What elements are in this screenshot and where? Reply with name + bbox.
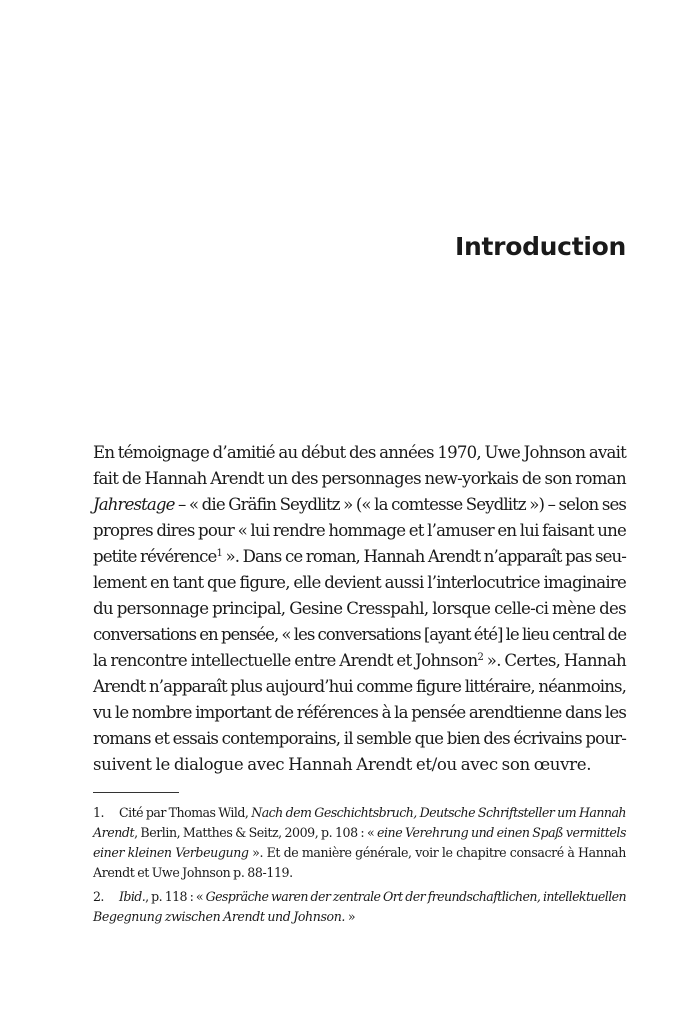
footnote-italic: Arendt [93, 825, 135, 840]
body-line-11: vu le nombre important de références à la pensée arendtienne dans les [93, 703, 626, 722]
footnote-italic: einer kleinen Verbeugung [93, 845, 249, 860]
chapter-title: Introduction [455, 232, 626, 261]
footnote-italic: Begegnung zwischen Arendt und Johnson. [93, 909, 346, 924]
footnote-text: » [345, 909, 356, 924]
footnote-number: 1. [93, 805, 104, 820]
footnote-text: , p. 118 : « [145, 889, 206, 904]
footnote-2-line-1 [93, 887, 626, 907]
body-text: ». Dans ce roman, Hannah Arendt n’apparaît pas seu- [221, 547, 626, 566]
body-line-10: Arendt n’apparaît plus aujourd’hui comme figure littéraire, néanmoins, [93, 677, 626, 696]
body-line-7: du personnage principal, Gesine Cresspahl, lorsque celle-ci mène des [93, 599, 626, 618]
footnote-italic: Ibid. [119, 889, 146, 904]
body-line-8: conversations en pensée, « les conversations [ayant été] le lieu central de [93, 625, 626, 644]
footnote-1-line-2 [93, 823, 626, 843]
footnote-number: 2. [93, 889, 104, 904]
novel-title: Jahrestage [93, 495, 175, 514]
body-line-13: suivent le dialogue avec Hannah Arendt et/ou avec son œuvre. [93, 755, 592, 774]
body-line-4: propres dires pour « lui rendre hommage et l’amuser en lui faisant une [93, 521, 626, 540]
body-line-9 [93, 648, 626, 674]
body-line-3 [93, 492, 626, 518]
footnote-1-line-3 [93, 843, 626, 863]
footnote-ref-2: 2 [477, 652, 484, 663]
body-line-2: fait de Hannah Arendt un des personnages new-yorkais de son roman [93, 469, 626, 488]
footnote-text: Cité par Thomas Wild, [119, 805, 252, 820]
body-text: la rencontre intellectuelle entre Arendt et Johnson [93, 651, 478, 670]
footnote-text: ». Et de manière générale, voir le chapitre consacré à Hannah [248, 845, 626, 860]
footnote-1-line-1 [93, 803, 626, 823]
body-line-1: En témoignage d’amitié au début des années 1970, Uwe Johnson avait [93, 443, 626, 462]
footnote-1-line-4: Arendt et Uwe Johnson p. 88-119. [93, 865, 293, 880]
footnote-italic: Nach dem Geschichtsbruch, Deutsche Schriftsteller um Hannah [251, 805, 626, 820]
footnote-2-line-2 [93, 907, 626, 927]
body-line-5 [93, 544, 626, 570]
footnote-italic: eine Verehrung und einen Spaß vermittels [376, 825, 627, 840]
body-text: ». Certes, Hannah [483, 651, 626, 670]
footnote-text: , Berlin, Matthes & Seitz, 2009, p. 108 : « [134, 825, 377, 840]
footnote-ref-1: 1 [216, 548, 222, 559]
body-line-12: romans et essais contemporains, il semble que bien des écrivains pour- [93, 729, 626, 748]
body-text: – « die Gräfin Seydlitz » (« la comtesse Seydlitz ») – selon ses [174, 495, 626, 514]
footnote-italic: Gespräche waren der zentrale Ort der freundschaftlichen, intellektuellen [205, 889, 626, 904]
body-text: petite révérence [93, 547, 217, 566]
body-line-6: lement en tant que figure, elle devient aussi l’interlocutrice imaginaire [93, 573, 626, 592]
footnote-divider [93, 792, 179, 793]
